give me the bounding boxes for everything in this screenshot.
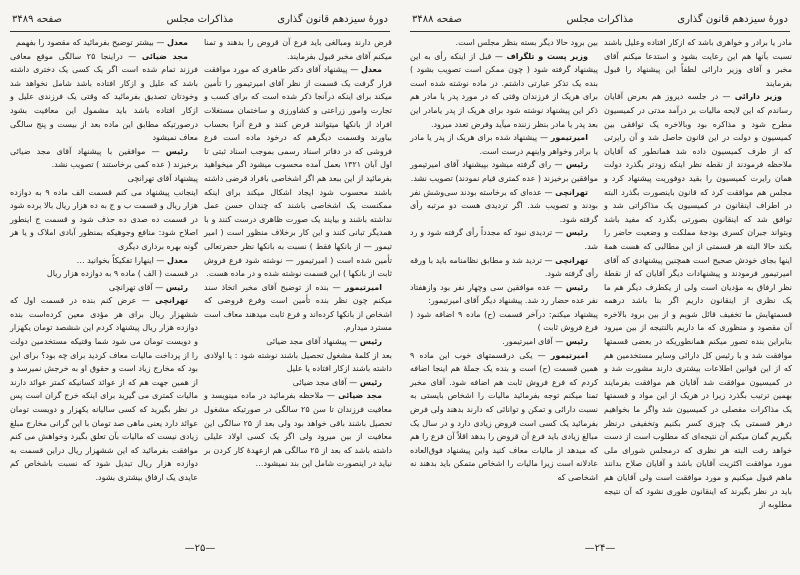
speaker-name: تهرانچی <box>555 187 589 197</box>
speaker-name: رئیس <box>565 337 588 347</box>
page-header <box>412 14 788 30</box>
header-rule <box>410 31 790 32</box>
text-column-2 <box>10 36 198 485</box>
paragraph-text: رای گرفته میشود بپیشنهاد آقای امیرتیمور موافقین برخیزند ( عده کمتری قیام نمودند) تصویب نشد. <box>410 160 598 183</box>
transcript-paragraph <box>204 36 392 63</box>
page-footer-number: —۲۵— <box>184 543 216 554</box>
speaker-name: امیرتیمور <box>550 133 588 143</box>
speaker-name: تهرانچی <box>155 296 188 306</box>
transcript-paragraph <box>410 308 598 335</box>
transcript-paragraph: تهرانچی — عرض کنم بنده در قسمت اول که ششهزار ریال برای هر مؤدی معین کرده‌است بنده دوازده هزار ریال پیشنهاد کردم این ششصد تومان یکهزار و دویست تومان می شود شما وقتیکه مستخدمین دولت را از پرداخت مالیات معاف کردید برای چه بود؟ برای این بود که مخارج زیاد است و حقوق او به خرجش نمیرسد و از همین جهت هم که از عوائد کسانیکه کمتر عوائد دارند مالیات کمتری می گیرید برای اینکه خرج گران است پس در نظر بگیرید که کسی سالیانه یکهزار و دویست تومان عوائد دارد یعنی ماهی صد تومان با این گرانی مخارج مبلغ زیادی نیست که مالیات بآن تعلق بگیرد وخواهش می کنم موافقت بفرمائید که این ششهزار ریال دراین قسمت به دوازده هزار ریال تبدیل شود که نسبت باشخاص کم عایدی یک ارفاق بیشتری بشود. <box>10 296 198 482</box>
paragraph-text: موافقین با پیشنهاد آقای مجد ضیائی برخیزند ( عده کمی برخاستند ) تصویب نشد. <box>10 146 198 170</box>
transcript-paragraph: رئیس — آقای مجد ضیائی <box>292 377 382 387</box>
transcript-paragraph: امیرتیمور — بنده از توضیح آقای مخبر اتخاذ سند میکنم چون نظر بنده تأمین است وفرع قروضی که اشخاص از بانکها کرده‌اند و فرع ثابت میدهند معاف است مسترد میدارم. <box>204 282 392 333</box>
header-title: مذاکرات مجلس <box>166 14 234 25</box>
paragraph-text: بین برود حالا دیگر بسته بنظر مجلس است. <box>455 38 598 47</box>
paragraph-text: یکی درقسمتهای خوب این ماده ۹ همین قسمت (ح) است و بنده یک جملهٔ هم اینجا اضافه کردم که فرع فروش ثابت هم اضافه شود. آقای مخبر تمنا میکنم توجه بفرمائید مالیات را اشخاص بایستی به نسبت دارائی و تمکن و توانائی که دارند بدهند ولی فرض بفرمائید یک کسی است قروض زیادی دارد و در سال یک مبالغ زیادی باید فرع آن قروض را بدهد اقلاً آن فرع را هم که میدهد از مالیات معاف کنید واین پیشنهاد فوق‌العاده عادلانه است زیرا مالیات را اشخاص متمکن باید بدهند نه اشخاصی که <box>410 350 598 482</box>
speaker-name: امیرتیمور <box>550 350 588 360</box>
transcript-paragraph: امیرتیمور — پیشنهاد شده برای هریک از پدر یا مادر یا برادر وخواهر واینهم درست است. <box>410 133 598 156</box>
paragraph-text: آقای مجد ضیائی <box>292 377 347 387</box>
speaker-name: امیرتیمور <box>344 282 382 292</box>
paragraph-text: ملاحظه بفرمائید در ماده مینویسد و معافیت فرزندان تا سن ۲۵ سالگی در صورتیکه مشغول تحصیل باشند باقی خواهد بود ولی بعد از ۲۵ سالگی این معافیت از بین میرود ولی اگر یک کسی اولاد علیلی داشته باشد که بعد از ۲۵ سالگی هم ازعهدهٔ کار کردن بر نیاید در اینصورت شامل این بند نمیشود… <box>204 391 393 469</box>
header-rule <box>10 31 390 32</box>
speaker-name: رئیس <box>359 337 382 347</box>
speaker-name: مجد ضیائی <box>338 391 382 401</box>
paragraph-text: بنده از توضیح آقای مخبر اتخاذ سند میکنم چون نظر بنده تأمین است وفرع قروضی که اشخاص از بانکها کرده‌اند و فرع ثابت میدهند معاف است مسترد میدارم. <box>204 282 392 333</box>
paragraph-text: مادر یا برادر و خواهری باشد که ازکار افتاده وعلیل باشند نسبت بآنها هم این رعایت بشود و استدعا میکنم آقای مخبر و آقای وزیر دارائی لطفاً این پیشنهاد را قبول بفرمایند <box>604 38 792 88</box>
page-3488 <box>400 0 800 575</box>
paragraph-text: پیشنهاد آقای مجد ضیائی <box>266 337 347 347</box>
page-number: صفحه ۳۴۸۹ <box>12 14 63 25</box>
speaker-name: مجد ضیائی <box>141 51 189 61</box>
paragraph-text: بعد از کلمهٔ مشغول تحصیل باشند نوشته شود : یا اولادی داشته باشند ازکار افتاده یا علیل <box>204 350 392 374</box>
transcript-paragraph: وزیر پست و تلگراف — قبل از اینکه رأی به این پیشنهاد گرفته شود ( چون ممکن است تصویب بشود ) بنده یک تذکر عبارتی داشتم. در ماده نوشته شده است برای هریک از فرزندان وقتی که در مورد پدر یا مادر هم ذکر این پیشنهاد نوشته شود برای هریک از پدر یامادر این بعد پدر یا مادر بنظر زننده میآید وفرض تعدد میرود. <box>410 51 598 129</box>
legislative-period: دورهٔ سیزدهم قانون گذاری <box>677 14 788 25</box>
paragraph-text: قبل از اینکه رأی به این پیشنهاد گرفته شود ( چون ممکن است تصویب بشود ) بنده یک تذکر عبارتی داشتم. در ماده نوشته شده است برای هریک از فرزندان وقتی که در مورد پدر یا مادر هم ذکر این پیشنهاد نوشته شود برای هریک از پدر یامادر این بعد پدر یا مادر بنظر زننده میآید وفرض تعدد میرود. <box>410 51 598 129</box>
speaker-name: معدل <box>166 38 188 47</box>
transcript-paragraph: تهرانچی — عده‌ای که برخاسته بودند سی‌وشش نفر بودند و تصویب شد. اگر تردیدی هست دو مرتبه رأی گرفته شود. <box>410 187 598 224</box>
speaker-name: رئیس <box>165 146 188 156</box>
transcript-paragraph: رئیس — تردیدی نبود که مجدداً رأی گرفته شود و رد شد. <box>410 228 598 251</box>
transcript-paragraph <box>604 36 792 90</box>
speaker-name: وزیر دارائی <box>734 92 783 102</box>
paragraph-text: تردیدی نبود که مجدداً رأی گرفته شود و رد شد. <box>410 228 598 251</box>
speaker-name: معدل <box>166 255 188 265</box>
transcript-paragraph: رئیس — آقای امیرتیمور. <box>502 337 588 347</box>
text-column-1 <box>604 36 792 512</box>
speaker-name: رئیس <box>565 160 588 170</box>
legislative-period: دورهٔ سیزدهم قانون گذاری <box>277 14 388 25</box>
paragraph-text: پیشنهاد آقای دکتر طاهری که مورد موافقت قرار گرفت یک قسمت از نظر آقای امیرتیمور را تأمین میکند برای اینکه درآنجا ذکر شده است که برای کسب و تجارت وامور زراعتی و کشاورزی و ساختمان مستغلات افراد از بانکها میتوانند قرض کنند و فرع آنرا بحساب بیاورند وقسمت دیگرهم که درخود ماده است فرع فروشی که در دفاتر اسناد رسمی بموجب اسناد ثبتی تا اول آبان ۱۳۲۱ بعمل آمده محسوب میشود اگر میخواهید بفرمائید از این ببعد هم اگر اشخاصی بافراد قرضی داشته باشند محسوب شود ایجاد اشکال میکند برای اینکه ممکنست یک اشخاصی باشند که چندان حسن عمل نداشته باشند و بیایند یک صورت ظاهری درست کنند و با همدیگر تبانی کنند و این کار برخلاف منظور است ( امیر تیمور — از بانکها فقط ) نسبت به بانکها نظر حضرتعالی تأمین شده است ( امیرتیمور — نوشته شود فرع فروش ثابت از بانکها ) این قسمت نوشته شده و در ماده هست. <box>203 65 393 279</box>
paragraph-text: اینهارا تفکیکاً بخوانید … <box>76 255 154 265</box>
paragraph-text: تردید شد و مطابق نظامنامه باید با ورقه رأی گرفته شود. <box>410 255 598 279</box>
transcript-paragraph: وزیر دارائی — در جلسه دیروز هم بعرض آقایان رساندم که این لایحه مالیات بر درآمد مدتی در کمیسیون مطرح شود و مذاکره بود وبالاخره یک توافقی بین کمیسیون و دولت در این قانون حاصل شد و آن رایرتی که از طرف کمیسیون داده شد همانطور که آقایان ملاحظه فرمودند از نقطه نظر اینکه زودتر بگذرد دولت همان رایرت کمیسیون را بقید دوفوریت پیشنهاد کرد و مجلس هم موافقت کرد که قانون باینصورت بگذرد البته در اطراف اینقانون در کمیسیون یک مذاکراتی شد و توافق شد که اینقانون بصورتی بگذرد که مفید باشد وبتواند جبران کسری بودجهٔ مملکت و وضعیت حاضر را بکند حالا البته هر قسمتی از این مطالبی که هست همهٔ اینها بجای خودش صحیح است همچنین پیشنهادی که آقای امیرتیمور فرمودند و پیشنهادات دیگر آقایان که از نقطهٔ نظر ارفاق به مؤدیان است ولی از یکطرف دیگر هم ما یک نظری از اینقانون داریم اگر بنا باشد درهمه قسمتهایش ما تخفیف قائل شویم و از بین برود بالاخره آن مقصود و منظوری که ما داریم بالنتیجه از بین میرود بنابراین بنده تصور میکنم همانطوریکه در بعضی قسمتها موافقت شد و با رئیس کل دارائی وسایر مستخدمین هم که از این قوانین اطلاعات بیشتری دارند مشورت شد و در کمیسیون موافقت شد آقایان هم موافقت بفرمایند بهمین ترتیب بگذرد زیرا در هریک از این مواد و قسمتها یک مذاکرات مفصلی در کمیسیون شد واگر ما بخواهیم درهر قسمتی یک چیزی کسر بکنیم وتخفیفی درنظر بگیریم گمان میکنم آن نتیجه‌ای که مطلوب است از دست خواهد رفت البته هر نظری که درمجلس شورای ملی مورد موافقت اکثریت آقایان باشد و آقایان صلاح بدانند ماهم قبول میکنیم و مورد موافقت است ولی آقایان هم باید در نظر بگیرند که اینقانون طوری نشود که آن نتیجه مطلوبه از <box>604 92 792 510</box>
transcript-paragraph: رئیس — پیشنهاد آقای مجد ضیائی <box>266 337 382 347</box>
transcript-paragraph: رئیس — آقای تهرانچی <box>108 282 188 292</box>
page-number: صفحه ۳۴۸۸ <box>412 14 463 25</box>
transcript-paragraph: معدل — اینهارا تفکیکاً بخوانید … <box>76 255 188 265</box>
transcript-paragraph <box>410 36 598 50</box>
transcript-paragraph: رئیس — رای گرفته میشود بپیشنهاد آقای امیرتیمور موافقین برخیزند ( عده کمتری قیام نمودند) تصویب نشد. <box>410 160 598 183</box>
speaker-name: رئیس <box>165 282 188 292</box>
speaker-name: معدل <box>360 65 382 75</box>
transcript-paragraph <box>10 186 198 254</box>
transcript-paragraph: رئیس — عده موافقین سی وچهار نفر بود وازهفتاد نفر عده حضار رد شد. پیشنهاد دیگر آقای امیرتیمور: <box>410 282 598 306</box>
page-footer-number: —۲۴— <box>584 543 616 554</box>
transcript-paragraph: تهرانچی — تردید شد و مطابق نظامنامه باید با ورقه رأی گرفته شود. <box>410 255 598 279</box>
paragraph-text: در قسمت ( الف ) ماده ۹ به دوازده هزار ریال <box>46 269 198 279</box>
transcript-paragraph <box>204 349 392 376</box>
transcript-paragraph: معدل — بیشتر توضیح بفرمائید که مقصود را بفهمم <box>15 38 188 47</box>
paragraph-text: در جلسه دیروز هم بعرض آقایان رساندم که این لایحه مالیات بر درآمد مدتی در کمیسیون مطرح شود و مذاکره بود وبالاخره یک توافقی بین کمیسیون و دولت در این قانون حاصل شد و آن رایرتی که از طرف کمیسیون داده شد همانطور که آقایان ملاحظه فرمودند از نقطه نظر اینکه زودتر بگذرد دولت همان رایرت کمیسیون را بقید دوفوریت پیشنهاد کرد و مجلس هم موافقت کرد که قانون باینصورت بگذرد البته در اطراف اینقانون در کمیسیون یک مذاکراتی شد و توافق شد که اینقانون بصورتی بگذرد که مفید باشد وبتواند جبران کسری بودجهٔ مملکت و وضعیت حاضر را بکند حالا البته هر قسمتی از این مطالبی که هست همهٔ اینها بجای خودش صحیح است همچنین پیشنهادی که آقای امیرتیمور فرمودند و پیشنهادات دیگر آقایان که از نقطهٔ نظر ارفاق به مؤدیان است ولی از یکطرف دیگر هم ما یک نظری از اینقانون داریم اگر بنا باشد درهمه قسمتهایش ما تخفیف قائل شویم و از بین برود بالاخره آن مقصود و منظوری که ما داریم بالنتیجه از بین میرود بنابراین بنده تصور میکنم همانطوریکه در بعضی قسمتها موافقت شد و با رئیس کل دارائی وسایر مستخدمین هم که از این قوانین اطلاعات بیشتری دارند مشورت شد و در کمیسیون موافقت شد آقایان هم موافقت بفرمایند بهمین ترتیب بگذرد زیرا در هریک از این مواد و قسمتها یک مذاکرات مفصلی در کمیسیون شد واگر ما بخواهیم درهر قسمتی یک چیزی کسر بکنیم وتخفیفی درنظر بگیریم گمان میکنم آن نتیجه‌ای که مطلوب است از دست خواهد رفت البته هر نظری که درمجلس شورای ملی مورد موافقت اکثریت آقایان باشد و آقایان صلاح بدانند ماهم قبول میکنیم و مورد موافقت است ولی آقایان هم باید در نظر بگیرند که اینقانون طوری نشود که آن نتیجه مطلوبه از <box>604 92 792 510</box>
page-header <box>12 14 388 30</box>
transcript-paragraph: معدل — پیشنهاد آقای دکتر طاهری که مورد موافقت قرار گرفت یک قسمت از نظر آقای امیرتیمور را تأمین میکند برای اینکه درآنجا ذکر شده است که برای کسب و تجارت وامور زراعتی و کشاورزی و ساختمان مستغلات افراد از بانکها میتوانند قرض کنند و فرع آنرا بحساب بیاورند وقسمت دیگرهم که درخود ماده است فرع فروشی که در دفاتر اسناد رسمی بموجب اسناد ثبتی تا اول آبان ۱۳۲۱ بعمل آمده محسوب میشود اگر میخواهید بفرمائید از این ببعد هم اگر اشخاصی بافراد قرضی داشته باشند محسوب شود ایجاد اشکال میکند برای اینکه ممکنست یک اشخاصی باشند که چندان حسن عمل نداشته باشند و بیایند یک صورت ظاهری درست کنند و با همدیگر تبانی کنند و این کار برخلاف منظور است ( امیر تیمور — از بانکها فقط ) نسبت به بانکها نظر حضرتعالی تأمین شده است ( امیرتیمور — نوشته شود فرع فروش ثابت از بانکها ) این قسمت نوشته شده و در ماده هست. <box>203 65 393 279</box>
text-column-1 <box>204 36 392 471</box>
speaker-name: وزیر پست و تلگراف <box>506 51 588 61</box>
transcript-paragraph <box>10 267 198 281</box>
paragraph-text: قرض دارند ومبالغی باید فرع آن قروض را بدهند و تمنا میکنم آقای مخبر قبول بفرمایند. <box>204 38 392 61</box>
speaker-name: رئیس <box>565 228 588 238</box>
speaker-name: رئیس <box>359 377 382 387</box>
paragraph-text: عرض کنم بنده در قسمت اول که ششهزار ریال برای هر مؤدی معین کرده‌است بنده دوازده هزار ریال پیشنهاد کردم این ششصد تومان یکهزار و دویست تومان می شود شما وقتیکه مستخدمین دولت را از پرداخت مالیات معاف کردید برای چه بود؟ برای این بود که مخارج زیاد است و حقوق او به خرجش نمیرسد و از همین جهت هم که از عوائد کسانیکه کمتر عوائد دارند مالیات کمتری می گیرید برای اینکه خرج گران است پس در نظر بگیرید که کسی سالیانه یکهزار و دویست تومان عوائد دارد یعنی ماهی صد تومان با این گرانی مخارج مبلغ زیادی نیست که مالیات بآن تعلق بگیرد وخواهش می کنم موافقت بفرمائید که این ششهزار ریال دراین قسمت به دوازده هزار ریال تبدیل شود که نسبت باشخاص کم عایدی یک ارفاق بیشتری بشود. <box>10 296 198 482</box>
paragraph-text: دراینجا ۲۵ سالگی موقع معافی فرزند تمام شده است اگر یک کسی یک دختری داشته باشد که علیل و ازکار افتاده باشد شامل نخواهد شد وخودتان تصدیق بفرمائید که وقتی یک فرزندی علیل و ازکار افتاده باشد باید مشمول این معافیت بشود درصورتیکه مطابق این ماده بعد از بیست و پنج سالگی معاف نمیشود <box>10 51 198 143</box>
paragraph-text: آقای تهرانچی <box>108 282 153 292</box>
speaker-name: تهرانچی <box>555 255 588 265</box>
transcript-paragraph: امیرتیمور — یکی درقسمتهای خوب این ماده ۹ همین قسمت (ح) است و بنده یک جملهٔ هم اینجا اضافه کردم که فرع فروش ثابت هم اضافه شود. آقای مخبر تمنا میکنم توجه بفرمائید مالیات را اشخاص بایستی به نسبت دارائی و تمکن و توانائی که دارند بدهند ولی فرض بفرمائید یک کسی است قروض زیادی دارد و در سال یک مبالغ زیادی باید فرع آن قروض را بدهد اقلاً آن فرع را هم که میدهد از مالیات معاف کنید واین پیشنهاد فوق‌العاده عادلانه است زیرا مالیات را اشخاص متمکن باید بدهند نه اشخاصی که <box>410 350 598 482</box>
paragraph-text: عده‌ای که برخاسته بودند سی‌وشش نفر بودند و تصویب شد. اگر تردیدی هست دو مرتبه رأی گرفته شود. <box>410 187 598 224</box>
paragraph-text: بیشتر توضیح بفرمائید که مقصود را بفهمم <box>15 38 154 47</box>
transcript-paragraph <box>10 172 198 186</box>
text-column-2 <box>410 36 598 485</box>
paragraph-text: عده موافقین سی وچهار نفر بود وازهفتاد نفر عده حضار رد شد. پیشنهاد دیگر آقای امیرتیمور: <box>410 282 598 306</box>
speaker-name: رئیس <box>565 282 588 292</box>
transcript-paragraph: مجد ضیائی — ملاحظه بفرمائید در ماده مینویسد و معافیت فرزندان تا سن ۲۵ سالگی در صورتیکه مشغول تحصیل باشند باقی خواهد بود ولی بعد از ۲۵ سالگی این معافیت از بین میرود ولی اگر یک کسی اولاد علیلی داشته باشد که بعد از ۲۵ سالگی هم ازعهدهٔ کار کردن بر نیاید در اینصورت شامل این بند نمیشود… <box>204 391 393 469</box>
paragraph-text: پیشنهاد آقای تهرانچی <box>127 173 198 183</box>
transcript-paragraph: مجد ضیائی — دراینجا ۲۵ سالگی موقع معافی فرزند تمام شده است اگر یک کسی یک دختری داشته باشد که علیل و ازکار افتاده باشد شامل نخواهد شد وخودتان تصدیق بفرمائید که وقتی یک فرزندی علیل و ازکار افتاده باشد باید مشمول این معافیت بشود درصورتیکه مطابق این ماده بعد از بیست و پنج سالگی معاف نمیشود <box>10 51 198 143</box>
paragraph-text: پیشنهاد میکنم: درآخر قسمت (ح) ماده ۹ اضافه شود ( فرع فروش ثابت ) <box>410 309 598 333</box>
paragraph-text: پیشنهاد شده برای هریک از پدر یا مادر یا برادر وخواهر واینهم درست است. <box>410 133 598 156</box>
header-title: مذاکرات مجلس <box>566 14 634 25</box>
paragraph-text: اینجانب پیشنهاد می کنم قسمت الف ماده ۹ به دوازده هزار ریال و قسمت ب و ج به ده هزار ریال بالا برده شود در قسمت ده صدی ده حذف شود و قسمت ج اینطور اصلاح شود: منافع وجوهیکه بمنظور آبادی املاک و یا هر گونه بهره برداری دیگری <box>10 187 198 251</box>
transcript-paragraph: رئیس — موافقین با پیشنهاد آقای مجد ضیائی برخیزند ( عده کمی برخاستند ) تصویب نشد. <box>10 146 198 170</box>
paragraph-text: آقای امیرتیمور. <box>502 337 553 347</box>
